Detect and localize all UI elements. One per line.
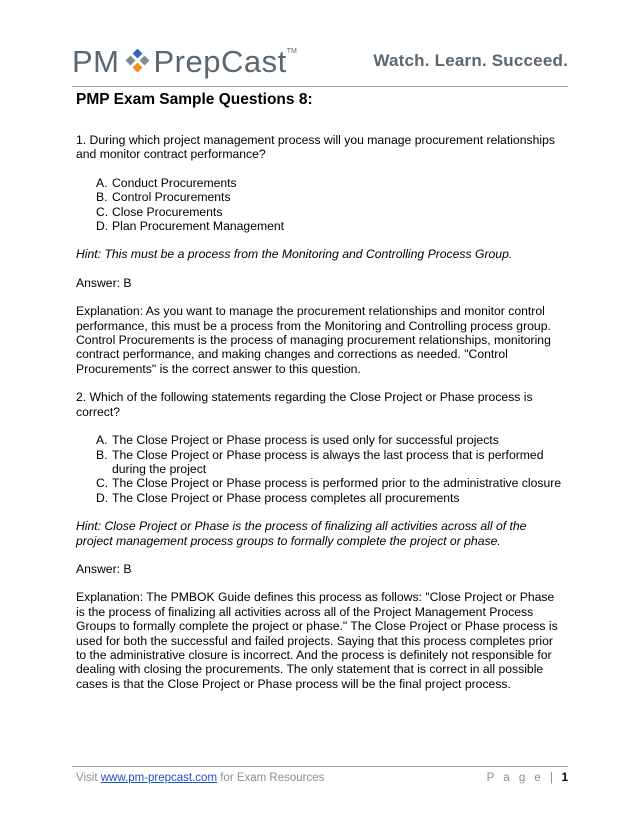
option-text: The Close Project or Phase process completes all procurements [112,490,460,505]
option-item [96,491,566,505]
option-text: Close Procurements [112,204,223,219]
question-2-options [76,433,566,505]
question-1-answer: Answer: B [76,275,132,290]
page-title: PMP Exam Sample Questions 8: [76,91,313,108]
question-1-hint: Hint: This must be a process from the Monitoring and Controlling Process Group. [76,247,513,262]
footer-divider [72,766,568,767]
question-2-answer: Answer: B [76,561,132,576]
option-text: The Close Project or Phase process is performed prior to the administrative closure [112,476,562,491]
option-letter: D. [96,490,109,505]
option-item [96,205,566,219]
option-letter: B. [96,190,108,205]
option-text: The Close Project or Phase process is used only for successful projects [112,433,499,448]
question-2-hint: Hint: Close Project or Phase is the process of finalizing all activities across all of the project management process groups to formally complete the project or phase. [76,519,527,548]
question-1-explanation: Explanation: As you want to manage the procurement relationships and monitor control performance, this must be a process from the Monitoring and Controlling process group. Control Procurements is the process of managing procurement relationships, monitoring contract performance, and making changes and corrections as needed. "Control Procurements" is the correct answer to this question. [76,304,551,376]
option-text: Conduct Procurements [112,175,237,190]
footer-prefix: Visit [76,772,101,784]
page-header [72,40,568,84]
option-letter: A. [96,433,108,448]
question-1: 1. During which project management process will you manage procurement relationships and monitor contract performance? [76,133,555,162]
header-tagline: Watch. Learn. Succeed. [373,51,568,70]
logo-text-pm: PM [72,44,120,79]
header-divider [72,86,568,87]
option-text: Control Procurements [112,190,231,205]
question-1-options [76,176,566,234]
website-link[interactable]: www.pm-prepcast.com [100,772,218,784]
document-body [76,91,566,705]
logo-trademark: TM [286,48,297,55]
option-text: Plan Procurement Management [112,219,285,234]
page-footer [76,772,568,784]
logo-diamond-icon [124,49,150,75]
page-label: P a g e | [486,772,556,784]
option-letter: C. [96,476,109,491]
option-item [96,448,566,477]
option-item [96,476,566,490]
question-2: 2. Which of the following statements regarding the Close Project or Phase process is correct? [76,390,533,419]
question-2-explanation: Explanation: The PMBOK Guide defines this process as follows: "Close Project or Phase is the process of finalizing all activities across all of the Project Management Process Groups to formally complete the project or phase." The Close Project or Phase process is used for both the successful and failed projects. Saying that this process completes prior to the administrative closure is incorrect. And the process is definitely not responsible for dealing with closing the procurements. The only statement that is correct in all possible cases is that the Close Project or Phase process will be the final project process. [76,590,558,691]
option-letter: A. [96,175,108,190]
footer-suffix: for Exam Resources [217,772,325,784]
option-letter: B. [96,447,108,462]
option-item [96,176,566,190]
page-number: 1 [561,772,568,784]
option-letter: C. [96,204,109,219]
option-letter: D. [96,219,109,234]
pm-prepcast-logo [72,40,297,84]
option-item [96,219,566,233]
option-item [96,190,566,204]
option-item [96,433,566,447]
logo-text-prepcast: PrepCast [153,44,287,79]
option-text: The Close Project or Phase process is always the last process that is performed during the project [112,447,544,476]
